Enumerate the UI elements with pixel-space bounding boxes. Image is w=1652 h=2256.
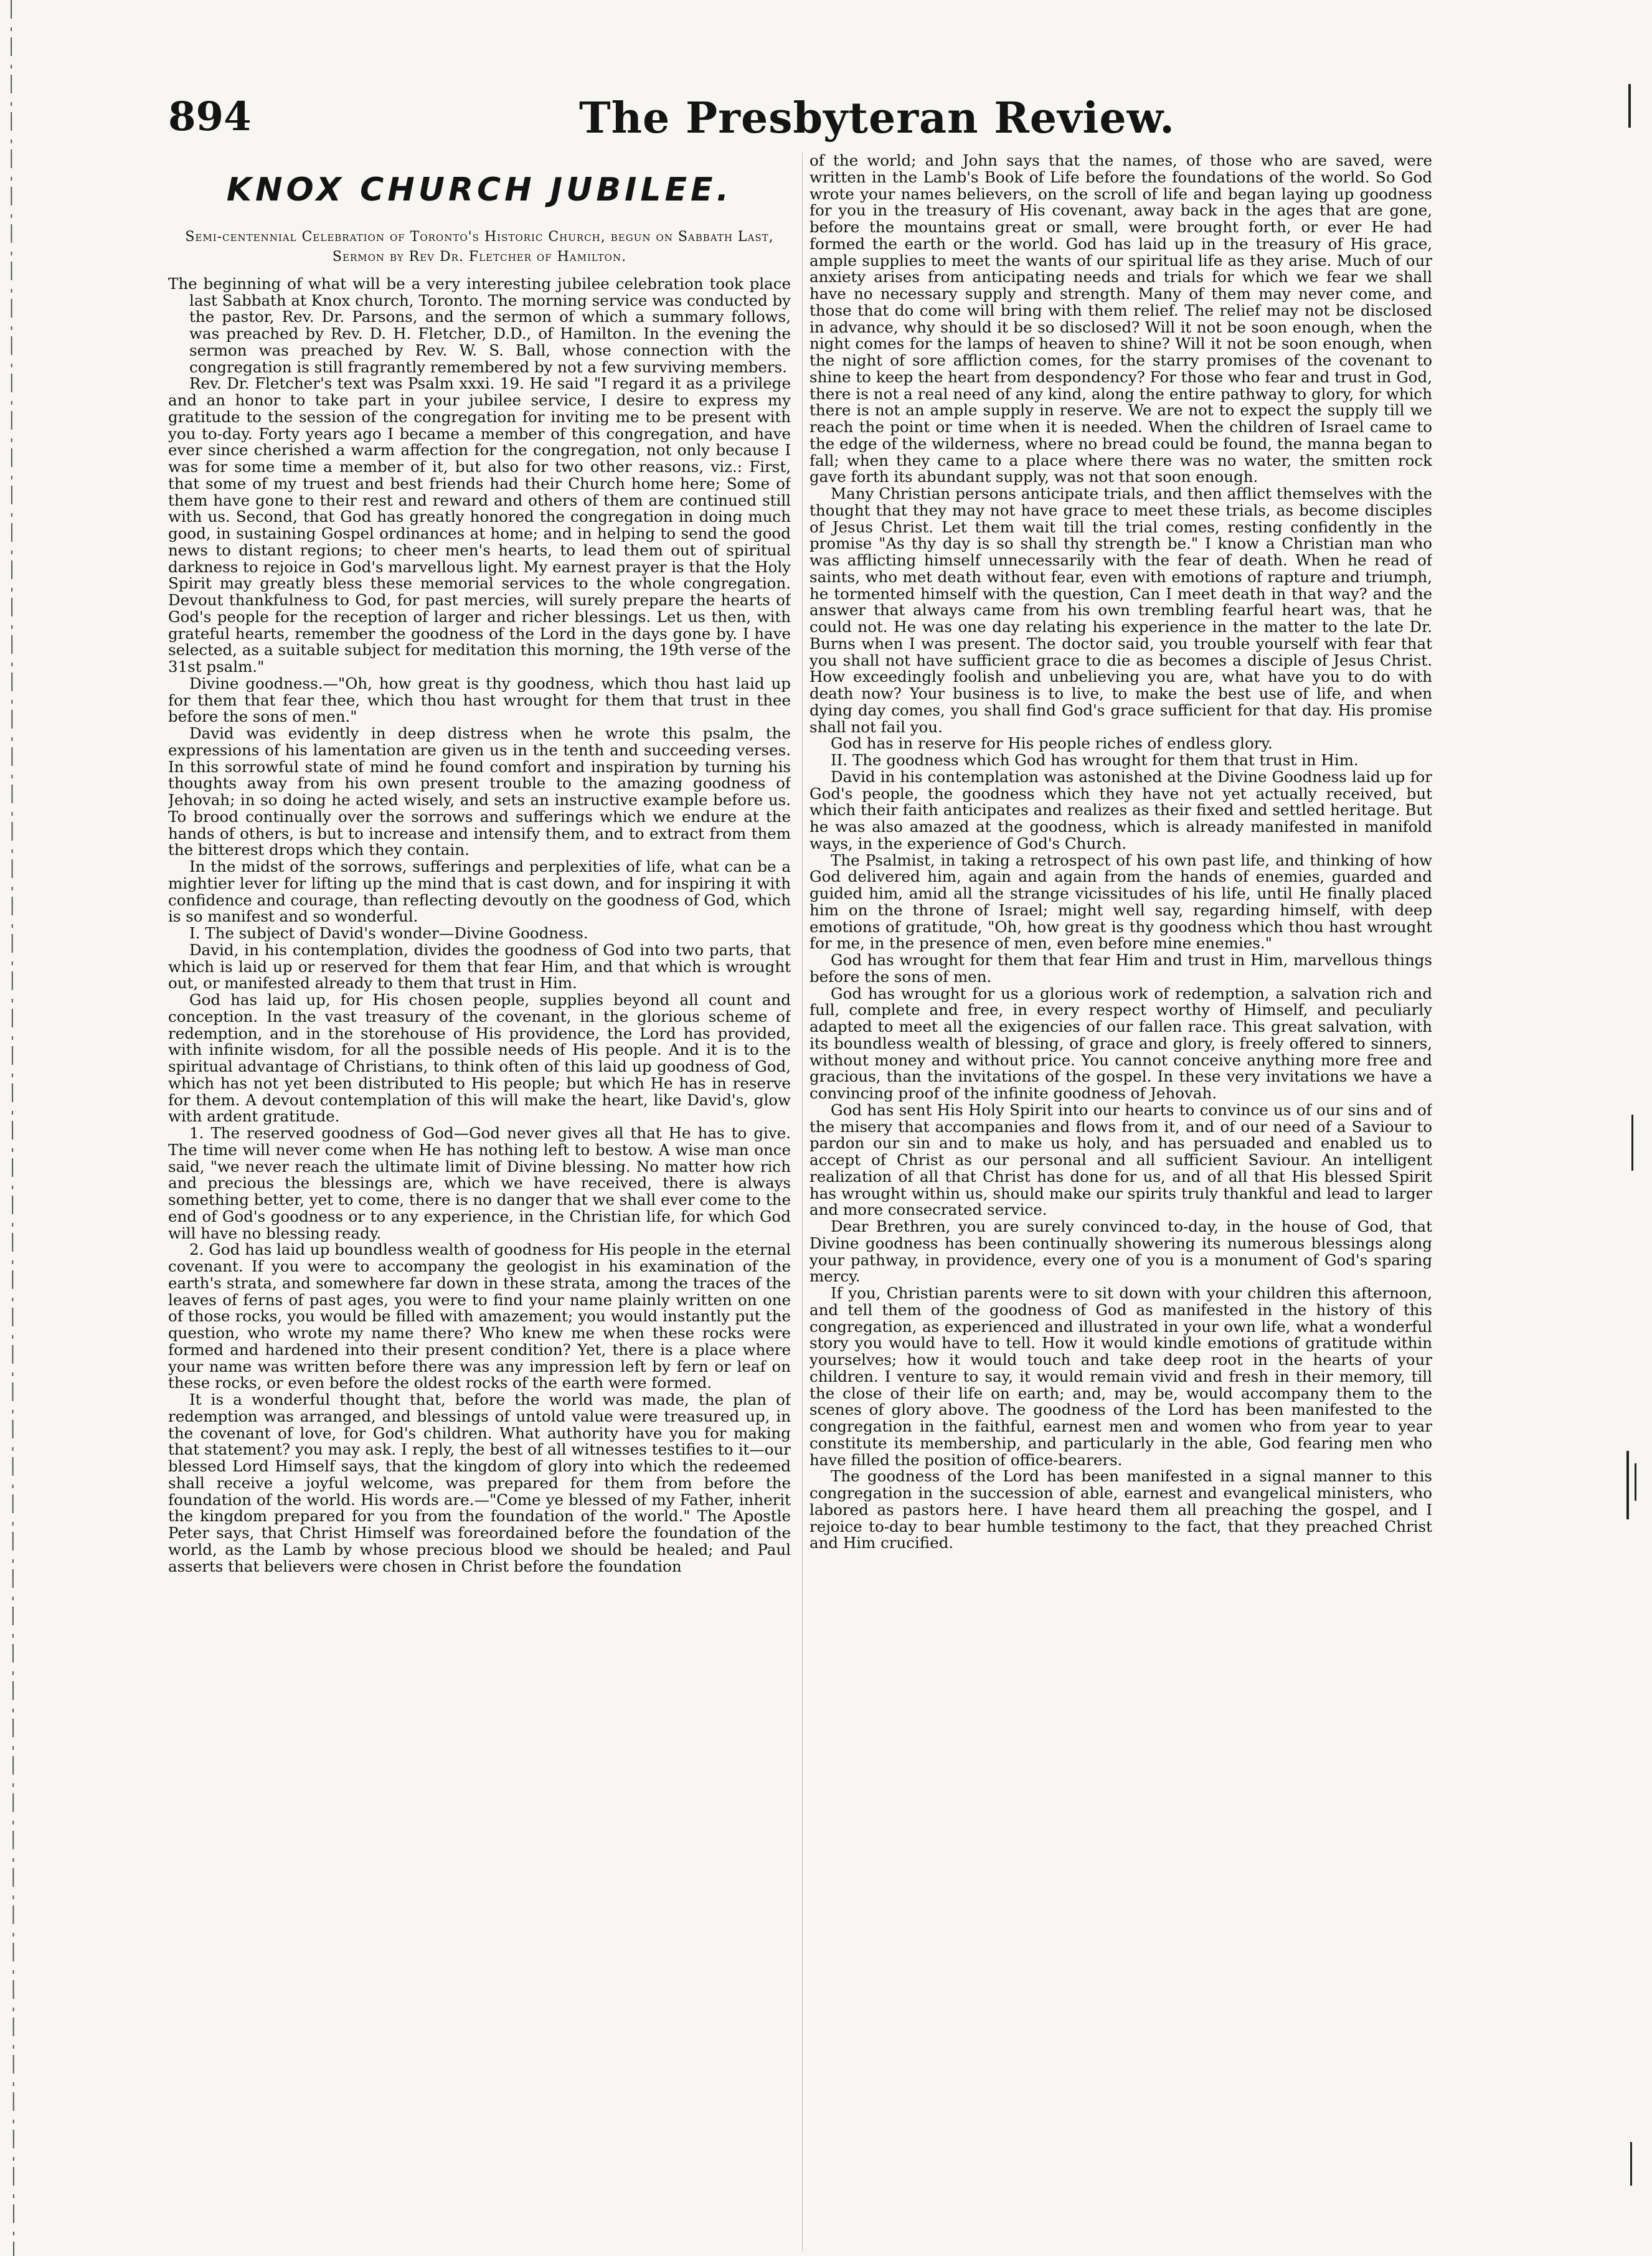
paragraph: The Psalmist, in taking a retrospect of his own past life, and thinking of how God delivered him, again and again from the hands of enemies, guarded and guided him, amid all the strange vicissitudes of his life, until He finally placed him on the throne of Israel; might well say, regarding himself, with deep emotions of gratitude, "Oh, how great is thy goodness which thou hast wrought for me, in the presence of men, even before mine enemies." — [809, 851, 1432, 953]
paragraph: David was evidently in deep distress when he wrote this psalm, the expressions of his lamentation are given us in the tenth and succeeding verses. In this sorrowful state of mind he found comfort and inspiration by turning his thoughts away from his own present trouble to the amazing goodness of Jehovah; in so doing he acted wisely, and sets an instructive example before us. To brood continually over the sorrows and sufferings which we endure at the hands of others, is but to increase and intensify them, and to extract from them the bitterest drops which they contain. — [168, 724, 791, 859]
paragraph: 2. God has laid up boundless wealth of goodness for His people in the eternal covenant. If you were to accompany the geologist in his examination of the earth's strata, and somewhere far down in these strata, among the traces of the leaves of ferns of past ages, you were to find your name plainly written on one of those rocks, you would be filled with amazement; you would instantly put the question, who wrote my name there? Who knew me when these rocks were formed and hardened into their present condition? Yet, there is a place where your name was written before there was any impression left by fern or leaf on these rocks, or even before the oldest rocks of the earth were formed. — [168, 1240, 791, 1392]
left-column — [168, 153, 791, 2239]
paragraph: In the midst of the sorrows, sufferings and perplexities of life, what can be a mightier lever for lifting up the mind that is cast down, and for inspiring it with confidence and courage, than reflecting devoutly on the goodness of God, which is so manifest and so wonderful. — [168, 857, 791, 926]
margin-mark — [1631, 1115, 1633, 1171]
margin-mark — [1626, 1451, 1629, 1519]
article-subheading: Semi-centennial Celebration of Toronto's Historic Church, begun on Sabbath Last, Sermon by Rev Dr. Fletcher of Hamilton. — [185, 229, 774, 265]
running-head — [168, 93, 1538, 162]
paragraph: Rev. Dr. Fletcher's text was Psalm xxxi. 19. He said "I regard it as a privilege and an honor to take part in your jubilee service, I desire to express my gratitude to the session of the congregation for inviting me to be present with you to-day. Forty years ago I became a member of this congregation, and have ever since cherished a warm affection for the congregation, not only because I was for some time a member of it, but also for two other reasons, viz.: First, that some of my truest and best friends had their Church home here; Some of them have gone to their rest and reward and others of them are continued still with us. Second, that God has greatly honored the congregation in doing much good, in sustaining Gospel ordinances at home; and in helping to send the good news to distant regions; to cheer men's hearts, to lead them out of spiritual darkness to rejoice in God's marvellous light. My earnest prayer is that the Holy Spirit may greatly bless these memorial services to the whole congregation. Devout thankfulness to God, for past mercies, will surely prepare the hearts of God's people for the reception of larger and richer blessings. Let us then, with grateful hearts, remember the goodness of the Lord in the days gone by. I have selected, as a suitable subject for meditation this morning, the 19th verse of the 31st psalm." — [168, 374, 791, 676]
paragraph: If you, Christian parents were to sit down with your children this afternoon, and tell them of the goodness of God as manifested in the history of this congregation, as experienced and illustrated in your own life, what a wonderful story you would have to tell. How it would kindle emotions of gratitude within yourselves; how it would touch and take deep root in the hearts of your children. I venture to say, it would remain vivid and fresh in their memory, till the close of their life on earth; and, may be, would accompany them to the scenes of glory above. The goodness of the Lord has been manifested to the congregation in the faithful, earnest men and women who from year to year constitute its membership, and particularly in the able, God fearing men who have filled the position of office-bearers. — [809, 1284, 1432, 1469]
margin-mark — [1630, 2142, 1632, 2186]
paragraph: God has in reserve for His people riches of endless glory. — [831, 734, 1273, 753]
right-column — [809, 153, 1432, 2254]
paragraph: The goodness of the Lord has been manifested in a signal manner to this congregation in the succession of able, earnest and evangelical ministers, who labored as pastors here. I have heard them all preaching the gospel, and I rejoice to-day to bear humble testimony to the fact, that they preached Christ and Him crucified. — [809, 1467, 1432, 1552]
article-title: KNOX CHURCH JUBILEE. — [226, 171, 733, 209]
paragraph: David in his contemplation was astonished at the Divine Goodness laid up for God's people, the goodness which they have not yet actually received, but which their faith anticipates and realizes as their fixed and settled heritage. But he was also amazed at the goodness, which is already manifested in manifold ways, in the experience of God's Church. — [809, 767, 1432, 852]
paragraph: It is a wonderful thought that, before the world was made, the plan of redemption was arranged, and blessings of untold value were treasured up, in the covenant of love, for God's children. What authority have you for making that statement? you may ask. I reply, the best of all witnesses testifies to it—our blessed Lord Himself says, that the kingdom of glory into which the redeemed shall receive a joyful welcome, was prepared for them from before the foundation of the world. His words are.—"Come ye blessed of my Father, inherit the kingdom prepared for you from the foundation of the world." The Apostle Peter says, that Christ Himself was foreordained before the foundation of the world, as the Lamb by whose precious blood we should be healed; and Paul asserts that believers were chosen in Christ before the foundation — [168, 1390, 791, 1575]
paragraph: of the world; and John says that the names, of those who are saved, were written in the Lamb's Book of Life before the foundations of the world. So God wrote your names believers, on the scroll of life and began laying up goodness for you in the treasury of His covenant, away back in the ages that are gone, before the mountains great or small, were brought forth, or ever He had formed the earth or the world. God has laid up in the treasury of His grace, ample supplies to meet the wants of our spiritual life as they arise. Much of our anxiety arises from anticipating needs and trials for which we fear we shall have no necessary supply and strength. Many of them may never come, and those that do come will bring with them relief. The relief may not be disclosed in advance, why should it be so disclosed? Will it not be soon enough, when the night comes for the lamps of heaven to shine? Will it not be soon enough, when the night of sore affliction comes, for the starry promises of the covenant to shine to keep the heart from despondency? For those who fear and trust in God, there is not a real need of any kind, along the entire pathway to glory, for which there is not an ample supply in reserve. We are not to expect the supply till we reach the point or time when it is needed. When the children of Israel came to the edge of the wilderness, where no bread could be found, the manna began to fall; when they came to a place where there was no water, the smitten rock gave forth its abundant supply, was not that soon enough. — [809, 153, 1432, 486]
paragraph: The beginning of what will be a very interesting jubilee celebration took place last Sabbath at Knox church, Toronto. The morning service was conducted by the pastor, Rev. Dr. Parsons, and the sermon of which a summary follows, was preached by Rev. D. H. Fletcher, D.D., of Hamilton. In the evening the sermon was preached by Rev. W. S. Ball, whose connection with the congregation is still fragrantly remembered by not a few surviving members. — [168, 274, 791, 376]
paragraph: God has laid up, for His chosen people, supplies beyond all count and conception. In the vast treasury of the covenant, in the glorious scheme of redemption, and in the storehouse of His providence, the Lord has provided, with infinite wisdom, for all the possible needs of His people. And it is to the spiritual advantage of Christians, to think often of this laid up goodness of God, which has not yet been distributed to His people; but which He has in reserve for them. A devout contemplation of this will make the heart, like David's, glow with ardent gratitude. — [168, 991, 791, 1126]
paragraph: God has wrought for them that fear Him and trust in Him, marvellous things before the sons of men. — [809, 951, 1432, 986]
margin-mark — [1635, 1463, 1636, 1501]
journal-title: The Presbyteran Review. — [579, 93, 1175, 143]
paragraph: Dear Brethren, you are surely convinced to-day, in the house of God, that Divine goodness has been continually showering its numerous blessings along your pathway, in providence, every one of you is a monument of God's sparing mercy. — [809, 1217, 1432, 1286]
margin-mark — [1628, 84, 1631, 128]
paragraph: Many Christian persons anticipate trials, and then afflict themselves with the thought that they may not have grace to meet these trials, as become disciples of Jesus Christ. Let them wait till the trial comes, resting confidently in the promise "As thy day is so shall thy strength be." I know a Christian man who was afflicting himself unnecessarily with the fear of death. When he read of saints, who met death without fear, even with emotions of rapture and triumph, he tormented himself with the question, Can I meet death in that way? and the answer that always came from his own trembling fearful heart was, that he could not. He was one day relating his experience in the matter to the late Dr. Burns when I was present. The doctor said, you trouble yourself with fear that you shall not have sufficient grace to die as becomes a disciple of Jesus Christ. How exceedingly foolish and unbelieving you are, what have you to do with death now? Your business is to live, to make the best use of life, and when dying day comes, you shall find God's grace sufficient for that day. His promise shall not fail you. — [809, 484, 1432, 736]
paragraph: God has sent His Holy Spirit into our hearts to convince us of our sins and of the misery that accompanies and flows from it, and of our need of a Saviour to pardon our sin and to make us holy, and has persuaded and enabled us to accept of Christ as our personal and all sufficient Saviour. An intelligent realization of all that Christ has done for us, and of all that His blessed Spirit has wrought within us, should make our spirits truly thankful and lead to larger and more consecrated service. — [809, 1100, 1432, 1219]
paragraph: Divine goodness.—"Oh, how great is thy goodness, which thou hast laid up for them that fear thee, which thou hast wrought for them that trust in thee before the sons of men." — [168, 674, 791, 726]
section-heading: II. The goodness which God has wrought for them that trust in Him. — [831, 751, 1359, 769]
paragraph: God has wrought for us a glorious work of redemption, a salvation rich and full, complete and free, in every respect worthy of Himself, and peculiarly adapted to meet all the exigencies of our fallen race. This great salvation, with its boundless wealth of blessing, of grace and glory, is freely offered to sinners, without money and without price. You cannot conceive anything more free and gracious, than the invitations of the gospel. In these very invitations we have a convincing proof of the infinite goodness of Jehovah. — [809, 984, 1432, 1102]
column-rule — [802, 153, 803, 2251]
paragraph: David, in his contemplation, divides the goodness of God into two parts, that which is laid up or reserved for them that fear Him, and that which is wrought out, or manifested already to them that trust in Him. — [168, 940, 791, 993]
paragraph: 1. The reserved goodness of God—God never gives all that He has to give. The time will never come when He has nothing left to bestow. A wise man once said, "we never reach the ultimate limit of Divine blessing. No matter how rich and precious the blessings are, which we have received, there is always something better, yet to come, there is no danger that we shall ever come to the end of God's goodness or to any experience, in the Christian life, for which God will have no blessing ready. — [168, 1124, 791, 1242]
section-heading: I. The subject of David's wonder—Divine Goodness. — [189, 924, 588, 943]
binding-edge — [0, 0, 25, 2256]
page-number: 894 — [168, 93, 252, 140]
